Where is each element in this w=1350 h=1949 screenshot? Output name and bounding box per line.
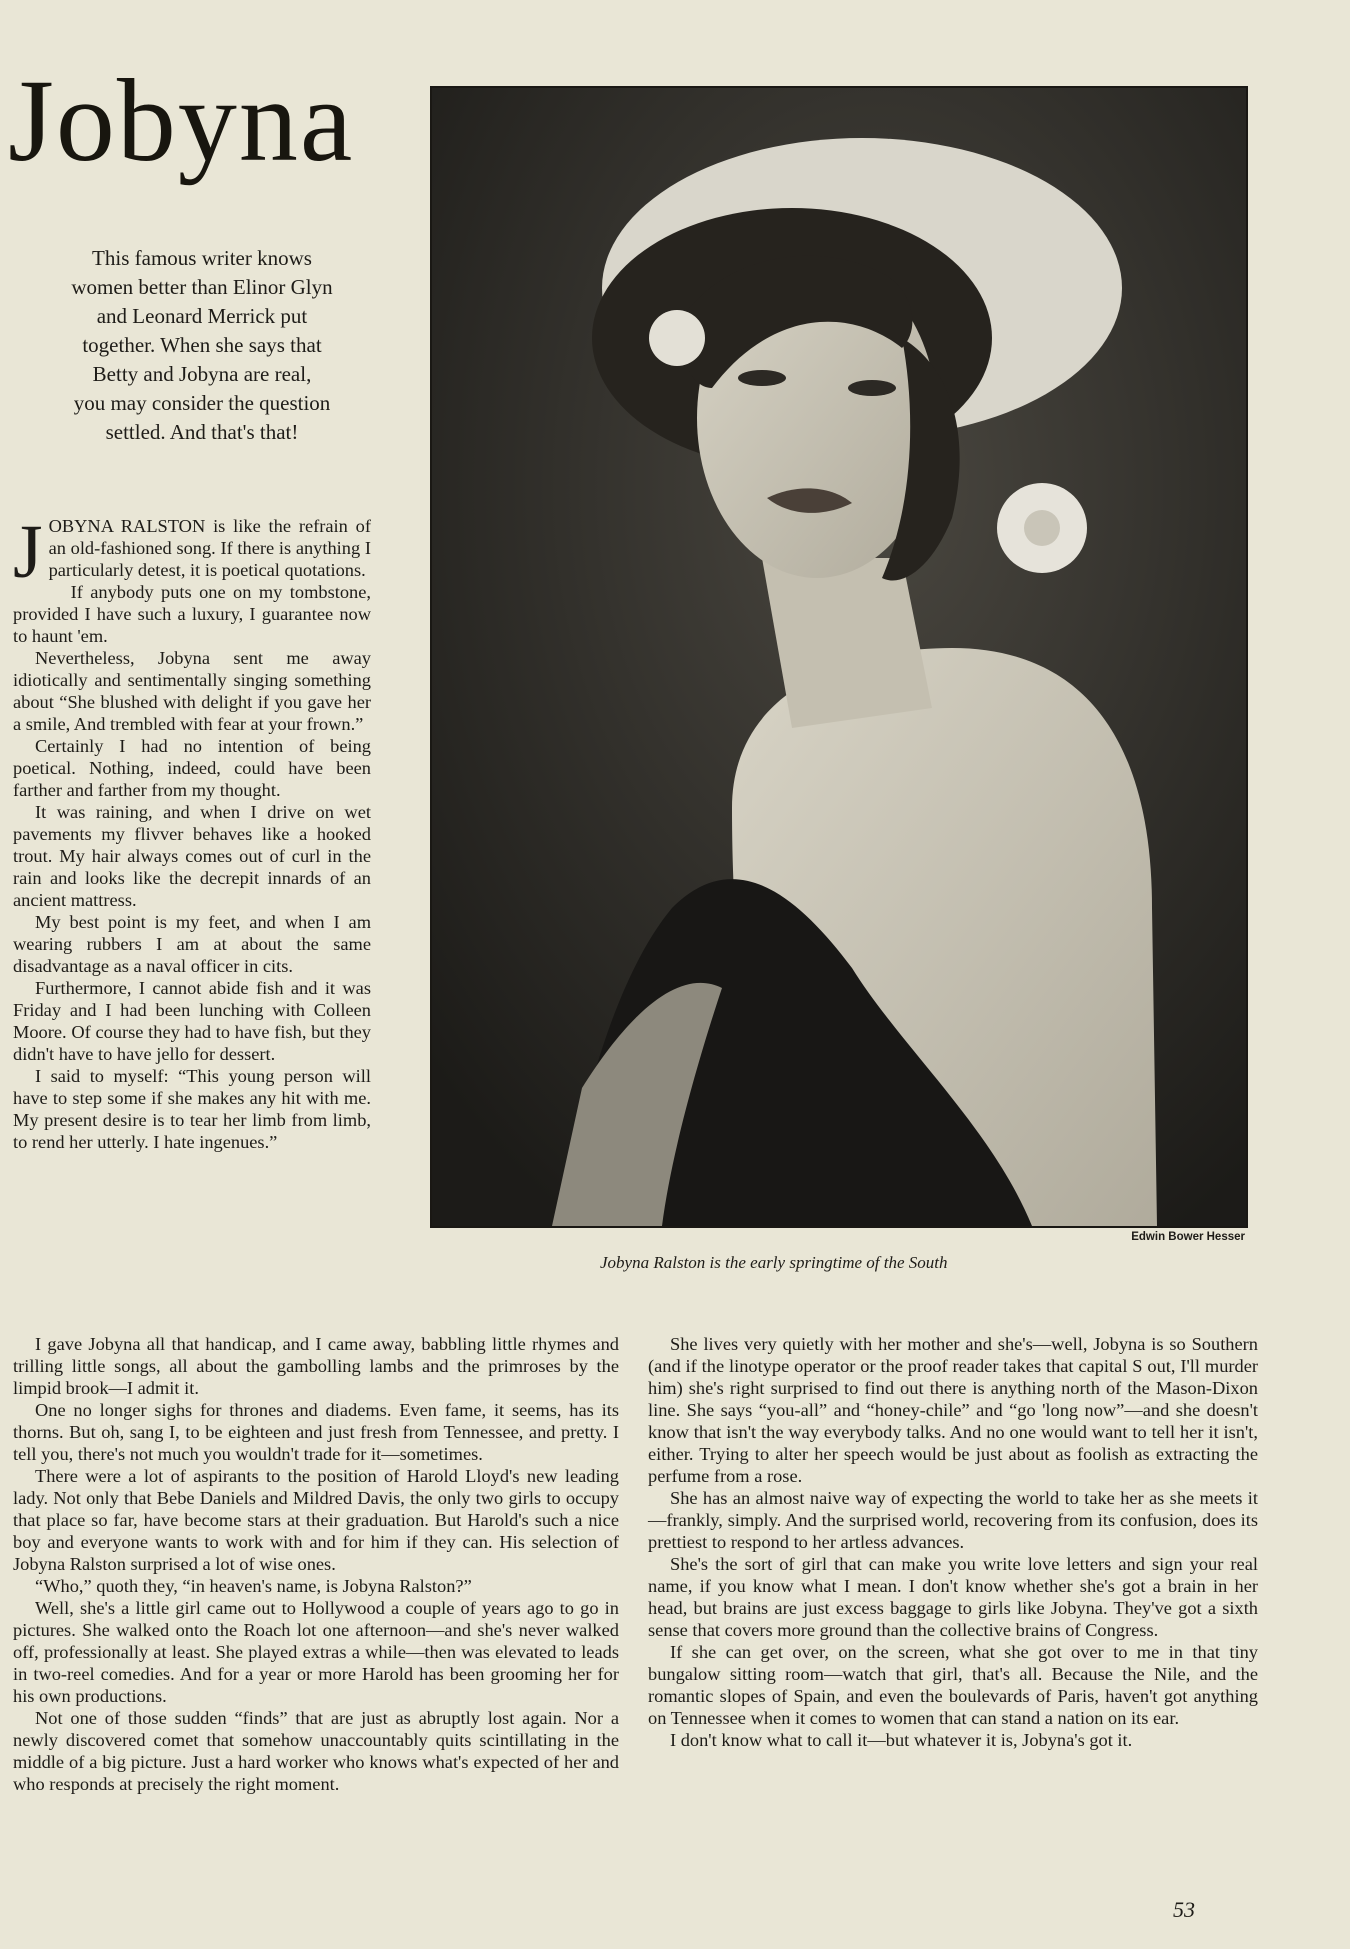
article-title: Jobyna — [8, 55, 355, 186]
paragraph: If she can get over, on the screen, what she got over to me in that tiny bungalow sitting room—watch that girl, that's all. Because the Nile, and the romantic slopes of Spain, and even the boulevards of Paris, haven't got anything on Tennessee when it comes to women that can stand a nation on its ear. — [648, 1642, 1258, 1728]
deck-line: women better than Elinor Glyn — [71, 275, 333, 299]
paragraph: My best point is my feet, and when I am wearing rubbers I am at about the same disadvantage as a naval officer in cits. — [13, 912, 371, 976]
paragraph: I don't know what to call it—but whatever it is, Jobyna's got it. — [670, 1730, 1133, 1750]
paragraph: I gave Jobyna all that handicap, and I came away, babbling little rhymes and trilling little songs, all about the gambolling lambs and the primroses by the limpid brook—I admit it. — [13, 1334, 619, 1398]
paragraph: Nevertheless, Jobyna sent me away idiotically and sentimentally singing something about “She blushed with delight if you gave her a smile, And trembled with fear at your frown.” — [13, 648, 371, 734]
photo-credit: Edwin Bower Hesser — [1131, 1231, 1245, 1243]
article-deck — [22, 244, 382, 447]
page-number: 53 — [1173, 1897, 1195, 1922]
deck-line: settled. And that's that! — [105, 420, 299, 444]
paragraph: JOBYNA RALSTON is like the refrain of an old-fashioned song. If there is anything I particularly detest, it is poetical quotations. — [13, 510, 371, 594]
paragraph: Well, she's a little girl came out to Hollywood a couple of years ago to go in pictures. She walked onto the Roach lot one afternoon—and she's never walked off, professionally at least. She played extras a while—then was elevated to leads in two-reel comedies. And for a year or more Harold has been grooming her for his own productions. — [13, 1598, 619, 1706]
deck-line: together. When she says that — [82, 333, 322, 357]
photo-caption: Jobyna Ralston is the early springtime of the South — [600, 1253, 948, 1272]
article-column-left — [13, 510, 371, 1153]
paragraph: If anybody puts one on my tombstone, provided I have such a luxury, I guarantee now to haunt 'em. — [13, 582, 371, 646]
deck-line: you may consider the question — [73, 391, 331, 415]
deck-line: Betty and Jobyna are real, — [92, 362, 312, 386]
paragraph: She lives very quietly with her mother and she's—well, Jobyna is so Southern (and if the linotype operator or the proof reader takes that capital S out, I'll murder him) she's right surprised to find out there is anything north of the Mason-Dixon line. She says “you-all” and “honey-chile” and “go 'long now”—and she doesn't know that isn't the way everybody talks. And no one would want to tell her it isn't, either. Trying to alter her speech would be just about as foolish as extracting the perfume from a rose. — [648, 1334, 1258, 1486]
paragraph: She has an almost naive way of expecting the world to take her as she meets it—frankly, simply. And the surprised world, recovering from its confusion, does its prettiest to respond to her artless advances. — [648, 1488, 1258, 1552]
article-column-bottom-left — [13, 1333, 619, 1795]
paragraph: Not one of those sudden “finds” that are just as abruptly lost again. Nor a newly discovered comet that somehow unaccountably quits scintillating in the middle of a big picture. Just a hard worker who knows what's expected of her and who responds at precisely the right moment. — [13, 1708, 619, 1794]
deck-line: This famous writer knows — [92, 246, 312, 270]
paragraph: “Who,” quoth they, “in heaven's name, is Jobyna Ralston?” — [35, 1576, 472, 1596]
paragraph: One no longer sighs for thrones and diadems. Even fame, it seems, has its thorns. But oh, sang I, to be eighteen and just fresh from Tennessee, and pretty. I tell you, there's not much you wouldn't trade for it—sometimes. — [13, 1400, 619, 1464]
paragraph: There were a lot of aspirants to the position of Harold Lloyd's new leading lady. Not only that Bebe Daniels and Mildred Davis, the only two girls to occupy that place so far, have become stars at their graduation. But Harold's such a nice boy and everyone wants to work with and for him if they can. His selection of Jobyna Ralston surprised a lot of wise ones. — [13, 1466, 619, 1574]
drop-cap: J — [13, 510, 43, 594]
paragraph: Furthermore, I cannot abide fish and it was Friday and I had been lunching with Colleen Moore. Of course they had to have fish, but they didn't have to have jello for dessert. — [13, 978, 371, 1064]
paragraph: Certainly I had no intention of being poetical. Nothing, indeed, could have been farther and farther from my thought. — [13, 736, 371, 800]
article-column-bottom-right — [648, 1333, 1258, 1751]
deck-line: and Leonard Merrick put — [96, 304, 308, 328]
portrait-photo — [430, 86, 1248, 1228]
paragraph: It was raining, and when I drive on wet pavements my flivver behaves like a hooked trout. My hair always comes out of curl in the rain and looks like the decrepit innards of an ancient mattress. — [13, 802, 371, 910]
portrait-illustration — [432, 88, 1246, 1226]
paragraph: She's the sort of girl that can make you write love letters and sign your real name, if you know what I mean. I don't know whether she's got a brain in her head, but brains are just excess baggage to girls like Jobyna. They've got a sixth sense that covers more ground than the collective brains of Congress. — [648, 1554, 1258, 1640]
paragraph: I said to myself: “This young person will have to step some if she makes any hit with me. My present desire is to tear her limb from limb, to rend her utterly. I hate ingenues.” — [13, 1066, 371, 1152]
